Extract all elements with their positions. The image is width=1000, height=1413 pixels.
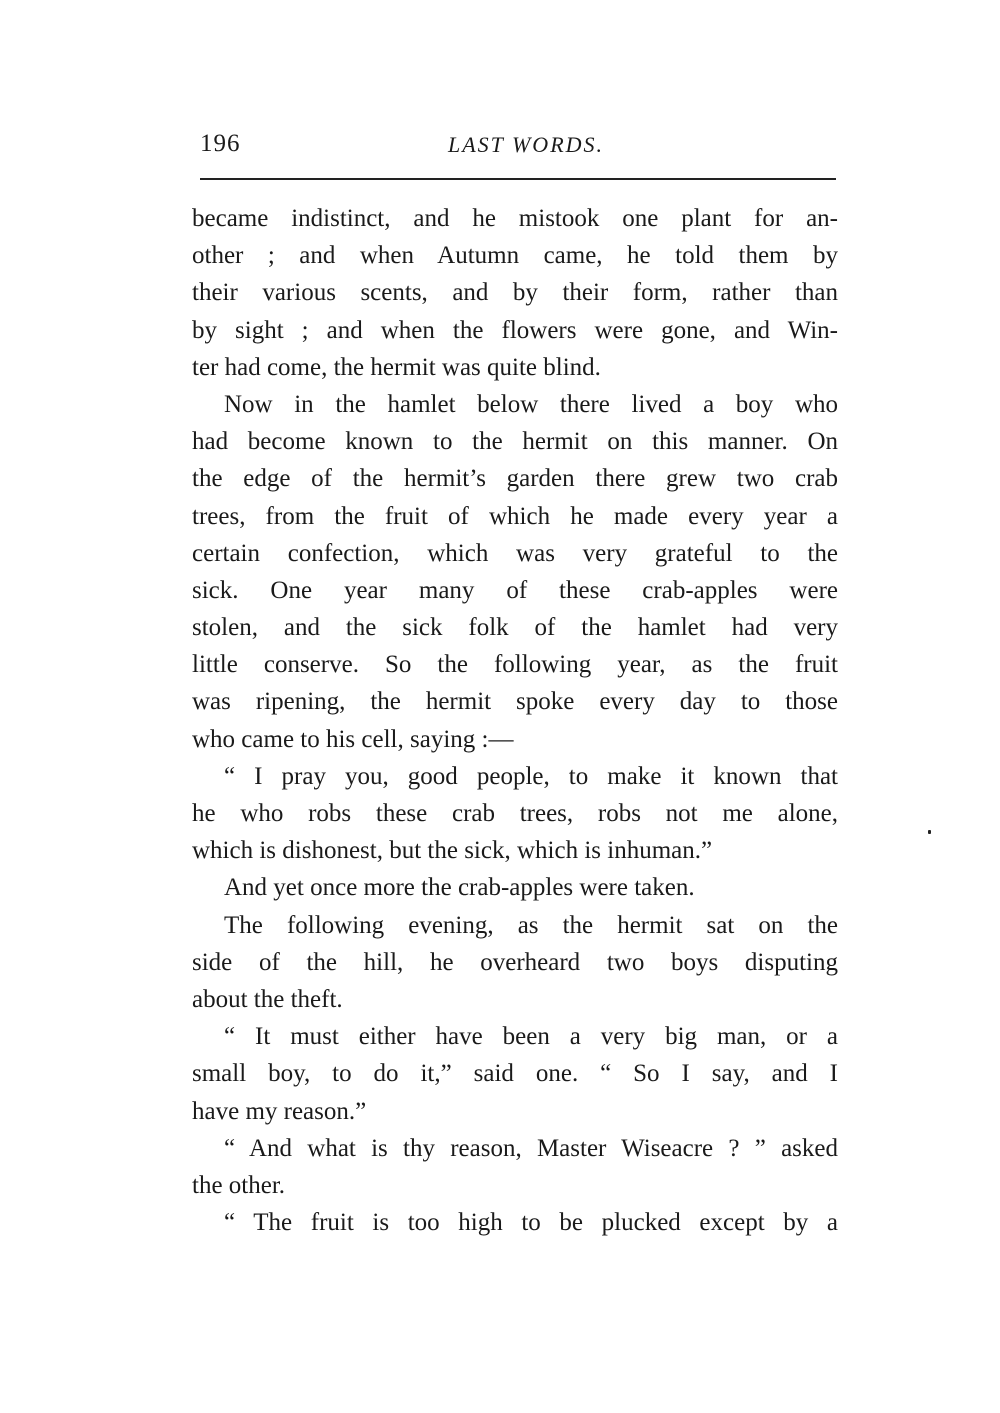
text-line: who came to his cell, saying :— [192, 725, 514, 753]
text-line: side of the hill, he overheard two boys disputing [192, 948, 838, 976]
header-rule [200, 178, 836, 180]
text-line: certain confection, which was very grateful to the [192, 539, 838, 567]
text-line: had become known to the hermit on this manner. On [192, 428, 838, 456]
text-line: little conserve. So the following year, as the fruit [192, 651, 838, 679]
book-page [192, 128, 840, 1237]
print-speck [928, 830, 931, 834]
body-text [192, 200, 838, 1241]
text-line: the other. [192, 1171, 286, 1199]
text-line: “ I pray you, good people, to make it known that [224, 762, 838, 790]
text-line: trees, from the fruit of which he made every year a [192, 502, 838, 530]
text-line: became indistinct, and he mistook one plant for an- [192, 205, 838, 232]
text-line: their various scents, and by their form, rather than [192, 279, 838, 307]
text-line: ter had come, the hermit was quite blind. [192, 353, 601, 381]
text-line: about the theft. [192, 985, 343, 1013]
text-line: have my reason.” [192, 1097, 367, 1125]
text-line: sick. One year many of these crab-apples were [192, 576, 838, 604]
page-number: 196 [200, 130, 241, 157]
running-title: LAST WORDS. [447, 132, 605, 157]
text-line: “ It must either have been a very big man, or a [224, 1023, 838, 1051]
text-line: by sight ; and when the flowers were gone, and Win- [192, 316, 838, 344]
page-header [192, 128, 840, 168]
text-line: was ripening, the hermit spoke every day to those [192, 688, 838, 716]
text-line: Now in the hamlet below there lived a boy who [224, 390, 838, 418]
text-line: “ The fruit is too high to be plucked except by a [224, 1209, 838, 1237]
text-line: the edge of the hermit’s garden there grew two crab [192, 465, 838, 493]
text-line: which is dishonest, but the sick, which is inhuman.” [192, 837, 713, 865]
text-line: stolen, and the sick folk of the hamlet had very [192, 614, 838, 642]
text-line: And yet once more the crab-apples were taken. [224, 874, 695, 902]
text-line: other ; and when Autumn came, he told them by [192, 242, 838, 270]
text-line: “ And what is thy reason, Master Wiseacre ? ” asked [224, 1134, 838, 1162]
text-line: The following evening, as the hermit sat on the [224, 911, 838, 939]
text-line: small boy, to do it,” said one. “ So I say, and I [192, 1060, 838, 1088]
text-line: he who robs these crab trees, robs not me alone, [192, 800, 838, 827]
